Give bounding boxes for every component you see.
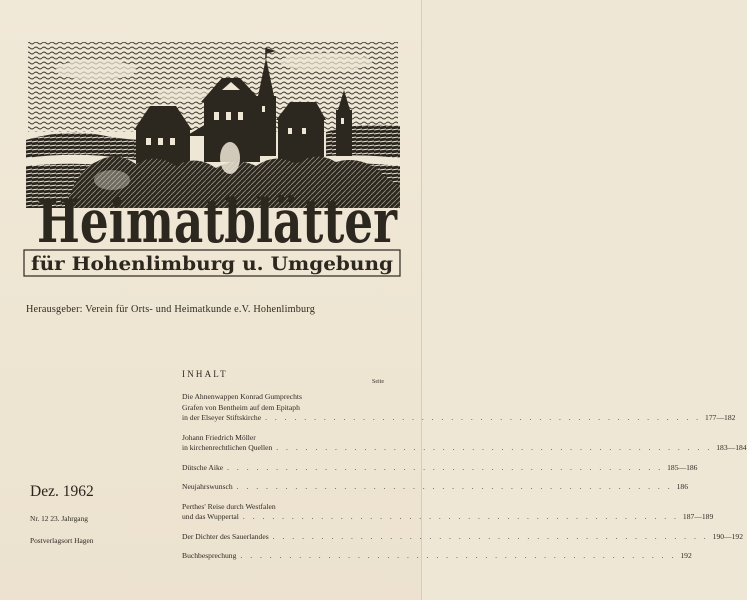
toc-item-line: Der Dichter des Sauerlandes — [182, 531, 269, 541]
masthead-subtitle-lettering — [24, 248, 400, 278]
masthead-subtitle-text: für Hohenlimburg u. Umgebung — [31, 253, 393, 275]
toc-item-pages: 186 — [676, 482, 688, 491]
toc-item-line: Grafen von Bentheim auf dem Epitaph — [182, 402, 300, 412]
issue-date: Dez. 1962 — [30, 483, 94, 500]
toc-item-pages: 185—186 — [667, 462, 698, 472]
toc-item — [182, 462, 698, 474]
toc-leader-dots — [243, 512, 679, 523]
issue-number: Nr. 12 23. Jahrgang — [30, 514, 88, 523]
toc-item-last-line — [182, 551, 692, 562]
woodcut-svg — [26, 40, 400, 208]
toc-item-line: Perthes' Reise durch Westfalen — [182, 501, 276, 511]
postal-location: Postverlagsort Hagen — [30, 536, 94, 545]
masthead-title — [34, 187, 400, 257]
toc-item-line: in kirchenrechtlichen Quellen — [182, 443, 273, 452]
toc-item-last-line — [182, 413, 736, 424]
toc-leader-dots — [227, 463, 663, 474]
toc-leader-dots — [273, 532, 709, 543]
masthead-title-lettering — [34, 187, 400, 257]
publisher-line: Herausgeber: Verein für Orts- und Heimatkunde e.V. Hohenlimburg — [26, 304, 316, 315]
toc-item-pages: 187—189 — [682, 512, 714, 521]
toc-leader-dots — [240, 551, 676, 562]
toc-item-line: Buchbesprechung — [182, 551, 237, 560]
toc-item — [182, 482, 688, 493]
toc-item — [182, 551, 692, 562]
toc-item — [182, 392, 736, 424]
toc-leader-dots — [265, 413, 701, 424]
toc-item-pages: 192 — [680, 551, 692, 560]
toc-item-pages: 190—192 — [712, 531, 744, 541]
toc-item-line: und das Wuppertal — [182, 512, 239, 521]
toc-item-pages: 183—184 — [716, 443, 747, 452]
toc-leader-dots — [237, 482, 673, 493]
toc-item-last-line — [182, 462, 698, 474]
castle-woodcut-illustration — [26, 40, 400, 208]
toc-heading: INHALT — [182, 369, 228, 379]
toc-item — [182, 531, 744, 543]
toc-item-line: Dütsche Aike — [182, 462, 224, 472]
toc-item — [182, 501, 714, 523]
toc-leader-dots — [276, 443, 712, 454]
toc-item-line: Johann Friedrich Möller — [182, 432, 256, 442]
toc-item-line: Die Ahnenwappen Konrad Gumprechts — [182, 392, 302, 401]
toc-page-column-label: Seite — [372, 379, 384, 385]
table-of-contents — [182, 392, 747, 571]
masthead-title-text: Heimatblätter — [37, 187, 399, 257]
toc-item-last-line — [182, 443, 747, 454]
toc-item-last-line — [182, 482, 688, 493]
masthead-subtitle — [24, 248, 400, 276]
toc-item-last-line — [182, 512, 714, 523]
toc-item-line: Neujahrswunsch — [182, 482, 233, 491]
toc-item-line: in der Elseyer Stiftskirche — [182, 413, 262, 422]
toc-item — [182, 432, 747, 454]
toc-item-last-line — [182, 531, 744, 543]
toc-item-pages: 177—182 — [705, 413, 736, 422]
masthead — [24, 188, 400, 284]
